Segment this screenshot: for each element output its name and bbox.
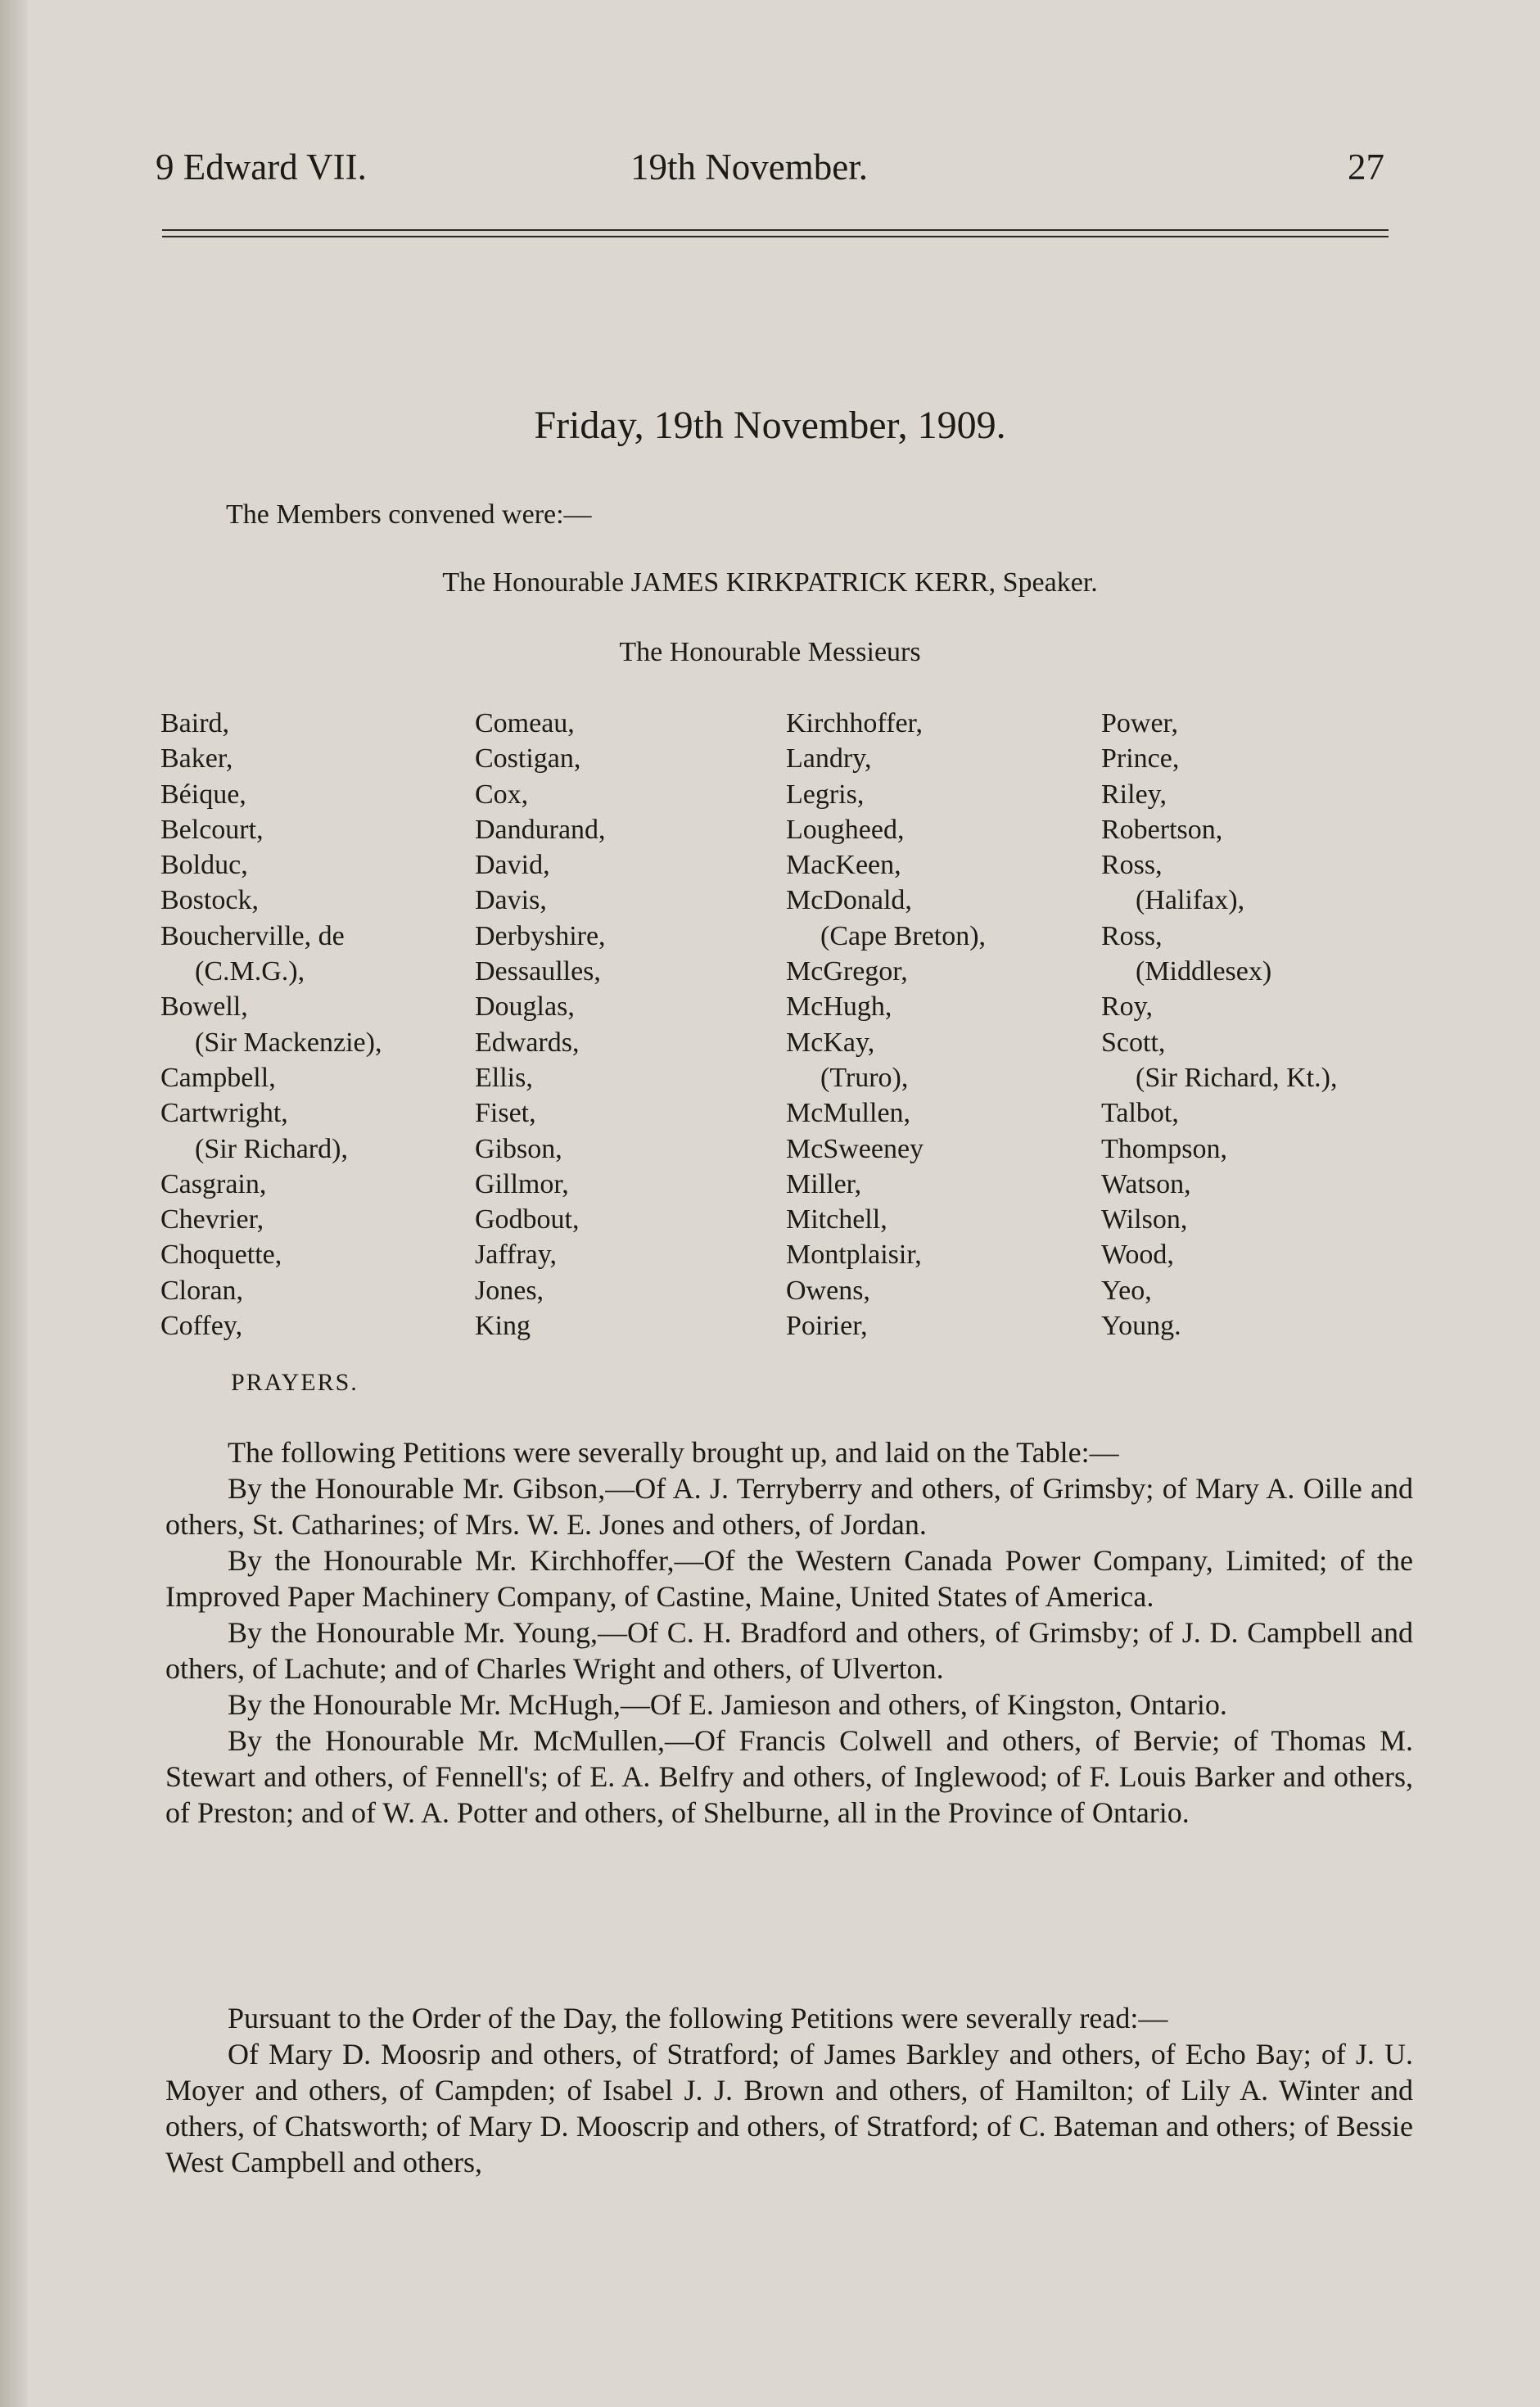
member-name: Owens, — [786, 1275, 870, 1306]
member-name: (Sir Mackenzie), — [195, 1027, 382, 1058]
member-name: Comeau, — [475, 708, 575, 738]
member-name: Bostock, — [160, 885, 259, 916]
member-name: King — [475, 1311, 531, 1342]
speaker-line: The Honourable JAMES KIRKPATRICK KERR, Speaker. — [442, 567, 1098, 598]
page-title: Friday, 19th November, 1909. — [534, 404, 1006, 447]
member-name: (Middlesex) — [1136, 956, 1272, 987]
header-date: 19th November. — [630, 147, 868, 187]
petition-paragraph: By the Honourable Mr. McHugh,—Of E. Jamieson and others, of Kingston, Ontario. — [228, 1688, 1227, 1721]
prayers-heading: PRAYERS. — [231, 1369, 359, 1396]
order-paragraph: Of Mary D. Moosrip and others, of Stratford; of James Barkley and others, of Echo Bay; of J. U. Moyer and others, of Campden; of Isabel J. J. Brown and others, of Hamilton; of Lily A. Winter and others, of Chatsworth; of Mary D. Mooscrip and others, of Stratford; of C. Bateman and others; of Bessie West Campbell and others, — [165, 2038, 1413, 2179]
member-name: Dessaulles, — [475, 956, 601, 987]
header-rule-second — [162, 236, 1389, 237]
members-column-2 — [475, 706, 786, 1343]
member-name: (Halifax), — [1136, 885, 1245, 916]
member-name: Coffey, — [160, 1311, 243, 1342]
member-name: Derbyshire, — [475, 920, 606, 951]
member-name: Mitchell, — [786, 1204, 887, 1235]
member-name: Jones, — [475, 1275, 544, 1306]
member-name: Casgrain, — [160, 1168, 267, 1199]
member-name: Landry, — [786, 743, 872, 774]
member-name: Ross, — [1101, 920, 1163, 951]
messieurs-heading: The Honourable Messieurs — [619, 637, 921, 667]
member-name: Ross, — [1101, 850, 1163, 881]
member-name: Gillmor, — [475, 1168, 569, 1199]
member-name: Fiset, — [475, 1098, 536, 1129]
member-name: Ellis, — [475, 1062, 533, 1093]
order-of-day-section — [165, 2000, 1413, 2180]
member-name: (Cape Breton), — [820, 920, 987, 951]
petition-paragraph: By the Honourable Mr. McMullen,—Of Francis Colwell and others, of Bervie; of Thomas M. Stewart and others, of Fennell's; of E. A. Belfry and others, of Inglewood; of F. Louis Barker and others, of Preston; and of W. A. Potter and others, of Shelburne, all in the Province of Ontario. — [165, 1724, 1413, 1829]
petition-paragraph: By the Honourable Mr. Gibson,—Of A. J. Terryberry and others, of Grimsby; of Mary A. Oille and others, St. Catharines; of Mrs. W. E. Jones and others, of Jordan. — [165, 1472, 1413, 1541]
members-column-1 — [160, 706, 472, 1343]
member-name: Cloran, — [160, 1275, 244, 1306]
member-name: Costigan, — [475, 743, 581, 774]
member-name: Talbot, — [1101, 1098, 1179, 1129]
convened-line: The Members convened were:— — [226, 499, 592, 530]
member-name: Robertson, — [1101, 814, 1223, 845]
member-name: Davis, — [475, 885, 547, 916]
member-name: Prince, — [1101, 743, 1180, 774]
member-name: McSweeney — [786, 1133, 924, 1164]
members-column-4 — [1101, 706, 1412, 1343]
member-name: David, — [475, 850, 550, 881]
member-name: Roy, — [1101, 991, 1153, 1023]
member-name: Legris, — [786, 779, 865, 810]
member-name: (C.M.G.), — [195, 956, 305, 987]
member-name: Chevrier, — [160, 1204, 264, 1235]
member-name: Watson, — [1101, 1168, 1191, 1199]
member-name: Poirier, — [786, 1311, 868, 1342]
member-name: Godbout, — [475, 1204, 580, 1235]
member-name: McKay, — [786, 1027, 875, 1058]
member-name: MacKeen, — [786, 850, 901, 881]
member-name: Young. — [1101, 1311, 1181, 1342]
members-column-3 — [786, 706, 1097, 1343]
member-name: (Truro), — [820, 1062, 909, 1093]
member-name: Wilson, — [1101, 1204, 1188, 1235]
page-number: 27 — [1348, 147, 1384, 187]
petitions-intro: The following Petitions were severally brought up, and laid on the Table:— — [228, 1436, 1119, 1469]
member-name: Choquette, — [160, 1240, 282, 1271]
member-name: Boucherville, de — [160, 920, 345, 951]
running-header — [156, 146, 1384, 195]
member-name: Cartwright, — [160, 1098, 288, 1129]
member-name: Baird, — [160, 708, 230, 738]
member-name: (Sir Richard), — [195, 1133, 348, 1164]
member-name: Miller, — [786, 1168, 862, 1199]
member-name: Campbell, — [160, 1062, 276, 1093]
order-intro: Pursuant to the Order of the Day, the following Petitions were severally read:— — [228, 2002, 1168, 2034]
member-name: McMullen, — [786, 1098, 911, 1129]
petition-paragraph: By the Honourable Mr. Kirchhoffer,—Of the Western Canada Power Company, Limited; of the Improved Paper Machinery Company, of Castine, Maine, United States of America. — [165, 1544, 1413, 1613]
member-name: Power, — [1101, 708, 1179, 738]
member-name: Wood, — [1101, 1240, 1174, 1271]
member-name: McDonald, — [786, 885, 912, 916]
member-name: Bolduc, — [160, 850, 248, 881]
member-name: Lougheed, — [786, 814, 905, 845]
member-name: Gibson, — [475, 1133, 562, 1164]
petitions-section — [165, 1434, 1413, 1831]
member-name: McGregor, — [786, 956, 908, 987]
member-name: Baker, — [160, 743, 233, 774]
member-name: Dandurand, — [475, 814, 606, 845]
member-name: Cox, — [475, 779, 529, 810]
member-name: Bowell, — [160, 991, 248, 1023]
member-name: Yeo, — [1101, 1275, 1152, 1306]
header-rule — [162, 229, 1389, 231]
header-session: 9 Edward VII. — [156, 147, 367, 187]
member-name: Riley, — [1101, 779, 1167, 810]
member-name: Scott, — [1101, 1027, 1166, 1058]
petition-paragraph: By the Honourable Mr. Young,—Of C. H. Bradford and others, of Grimsby; of J. D. Campbell and others, of Lachute; and of Charles Wright and others, of Ulverton. — [165, 1616, 1413, 1685]
member-name: McHugh, — [786, 991, 892, 1023]
member-name: Douglas, — [475, 991, 575, 1023]
member-name: Jaffray, — [475, 1240, 558, 1271]
member-name: Kirchhoffer, — [786, 708, 923, 738]
page-edge — [0, 0, 28, 2407]
member-name: Montplaisir, — [786, 1240, 922, 1271]
member-name: Edwards, — [475, 1027, 580, 1058]
member-name: Thompson, — [1101, 1133, 1227, 1164]
member-name: Belcourt, — [160, 814, 264, 845]
member-name: Béique, — [160, 779, 246, 810]
member-name: (Sir Richard, Kt.), — [1136, 1062, 1338, 1093]
